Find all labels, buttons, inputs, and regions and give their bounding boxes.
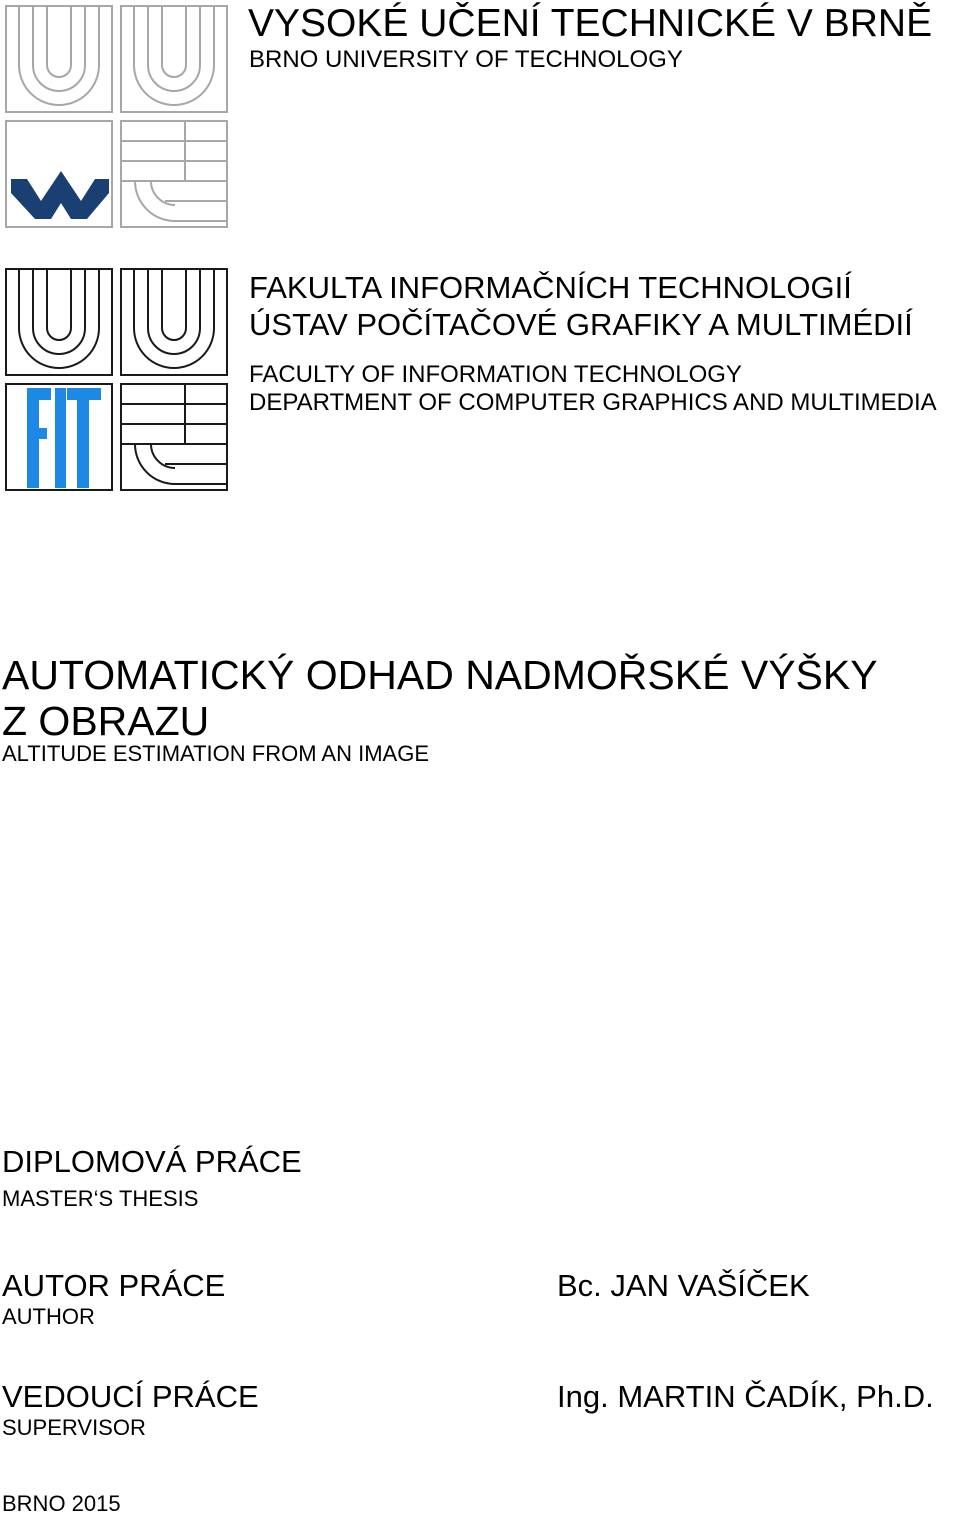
city-year: BRNO 2015: [2, 1491, 121, 1516]
thesis-title-cz: AUTOMATICKÝ ODHAD NADMOŘSKÉ VÝŠKY Z OBRAZU: [2, 652, 877, 744]
vut-logo-icon: [5, 5, 229, 229]
fit-logo-icon: [5, 268, 229, 492]
supervisor-label-cz: VEDOUCÍ PRÁCE: [2, 1379, 259, 1414]
thesis-title-en: ALTITUDE ESTIMATION FROM AN IMAGE: [2, 741, 429, 766]
faculty-name-en: FACULTY OF INFORMATION TECHNOLOGY: [249, 361, 742, 388]
supervisor-label-en: SUPERVISOR: [2, 1415, 146, 1440]
supervisor-name: Ing. MARTIN ČADÍK, Ph.D.: [557, 1379, 934, 1414]
university-name-cz: VYSOKÉ UČENÍ TECHNICKÉ V BRNĚ: [248, 2, 933, 45]
faculty-name-cz: FAKULTA INFORMAČNÍCH TECHNOLOGIÍ: [249, 270, 852, 305]
department-name-cz: ÚSTAV POČÍTAČOVÉ GRAFIKY A MULTIMÉDIÍ: [249, 307, 913, 342]
department-name-en: DEPARTMENT OF COMPUTER GRAPHICS AND MULTIMEDIA: [249, 389, 937, 416]
thesis-type-cz: DIPLOMOVÁ PRÁCE: [2, 1144, 302, 1179]
author-name: Bc. JAN VAŠÍČEK: [557, 1268, 810, 1303]
author-label-en: AUTHOR: [2, 1304, 95, 1329]
author-label-cz: AUTOR PRÁCE: [2, 1268, 226, 1303]
thesis-type-en: MASTER‘S THESIS: [2, 1186, 199, 1211]
university-name-en: BRNO UNIVERSITY OF TECHNOLOGY: [249, 46, 683, 73]
